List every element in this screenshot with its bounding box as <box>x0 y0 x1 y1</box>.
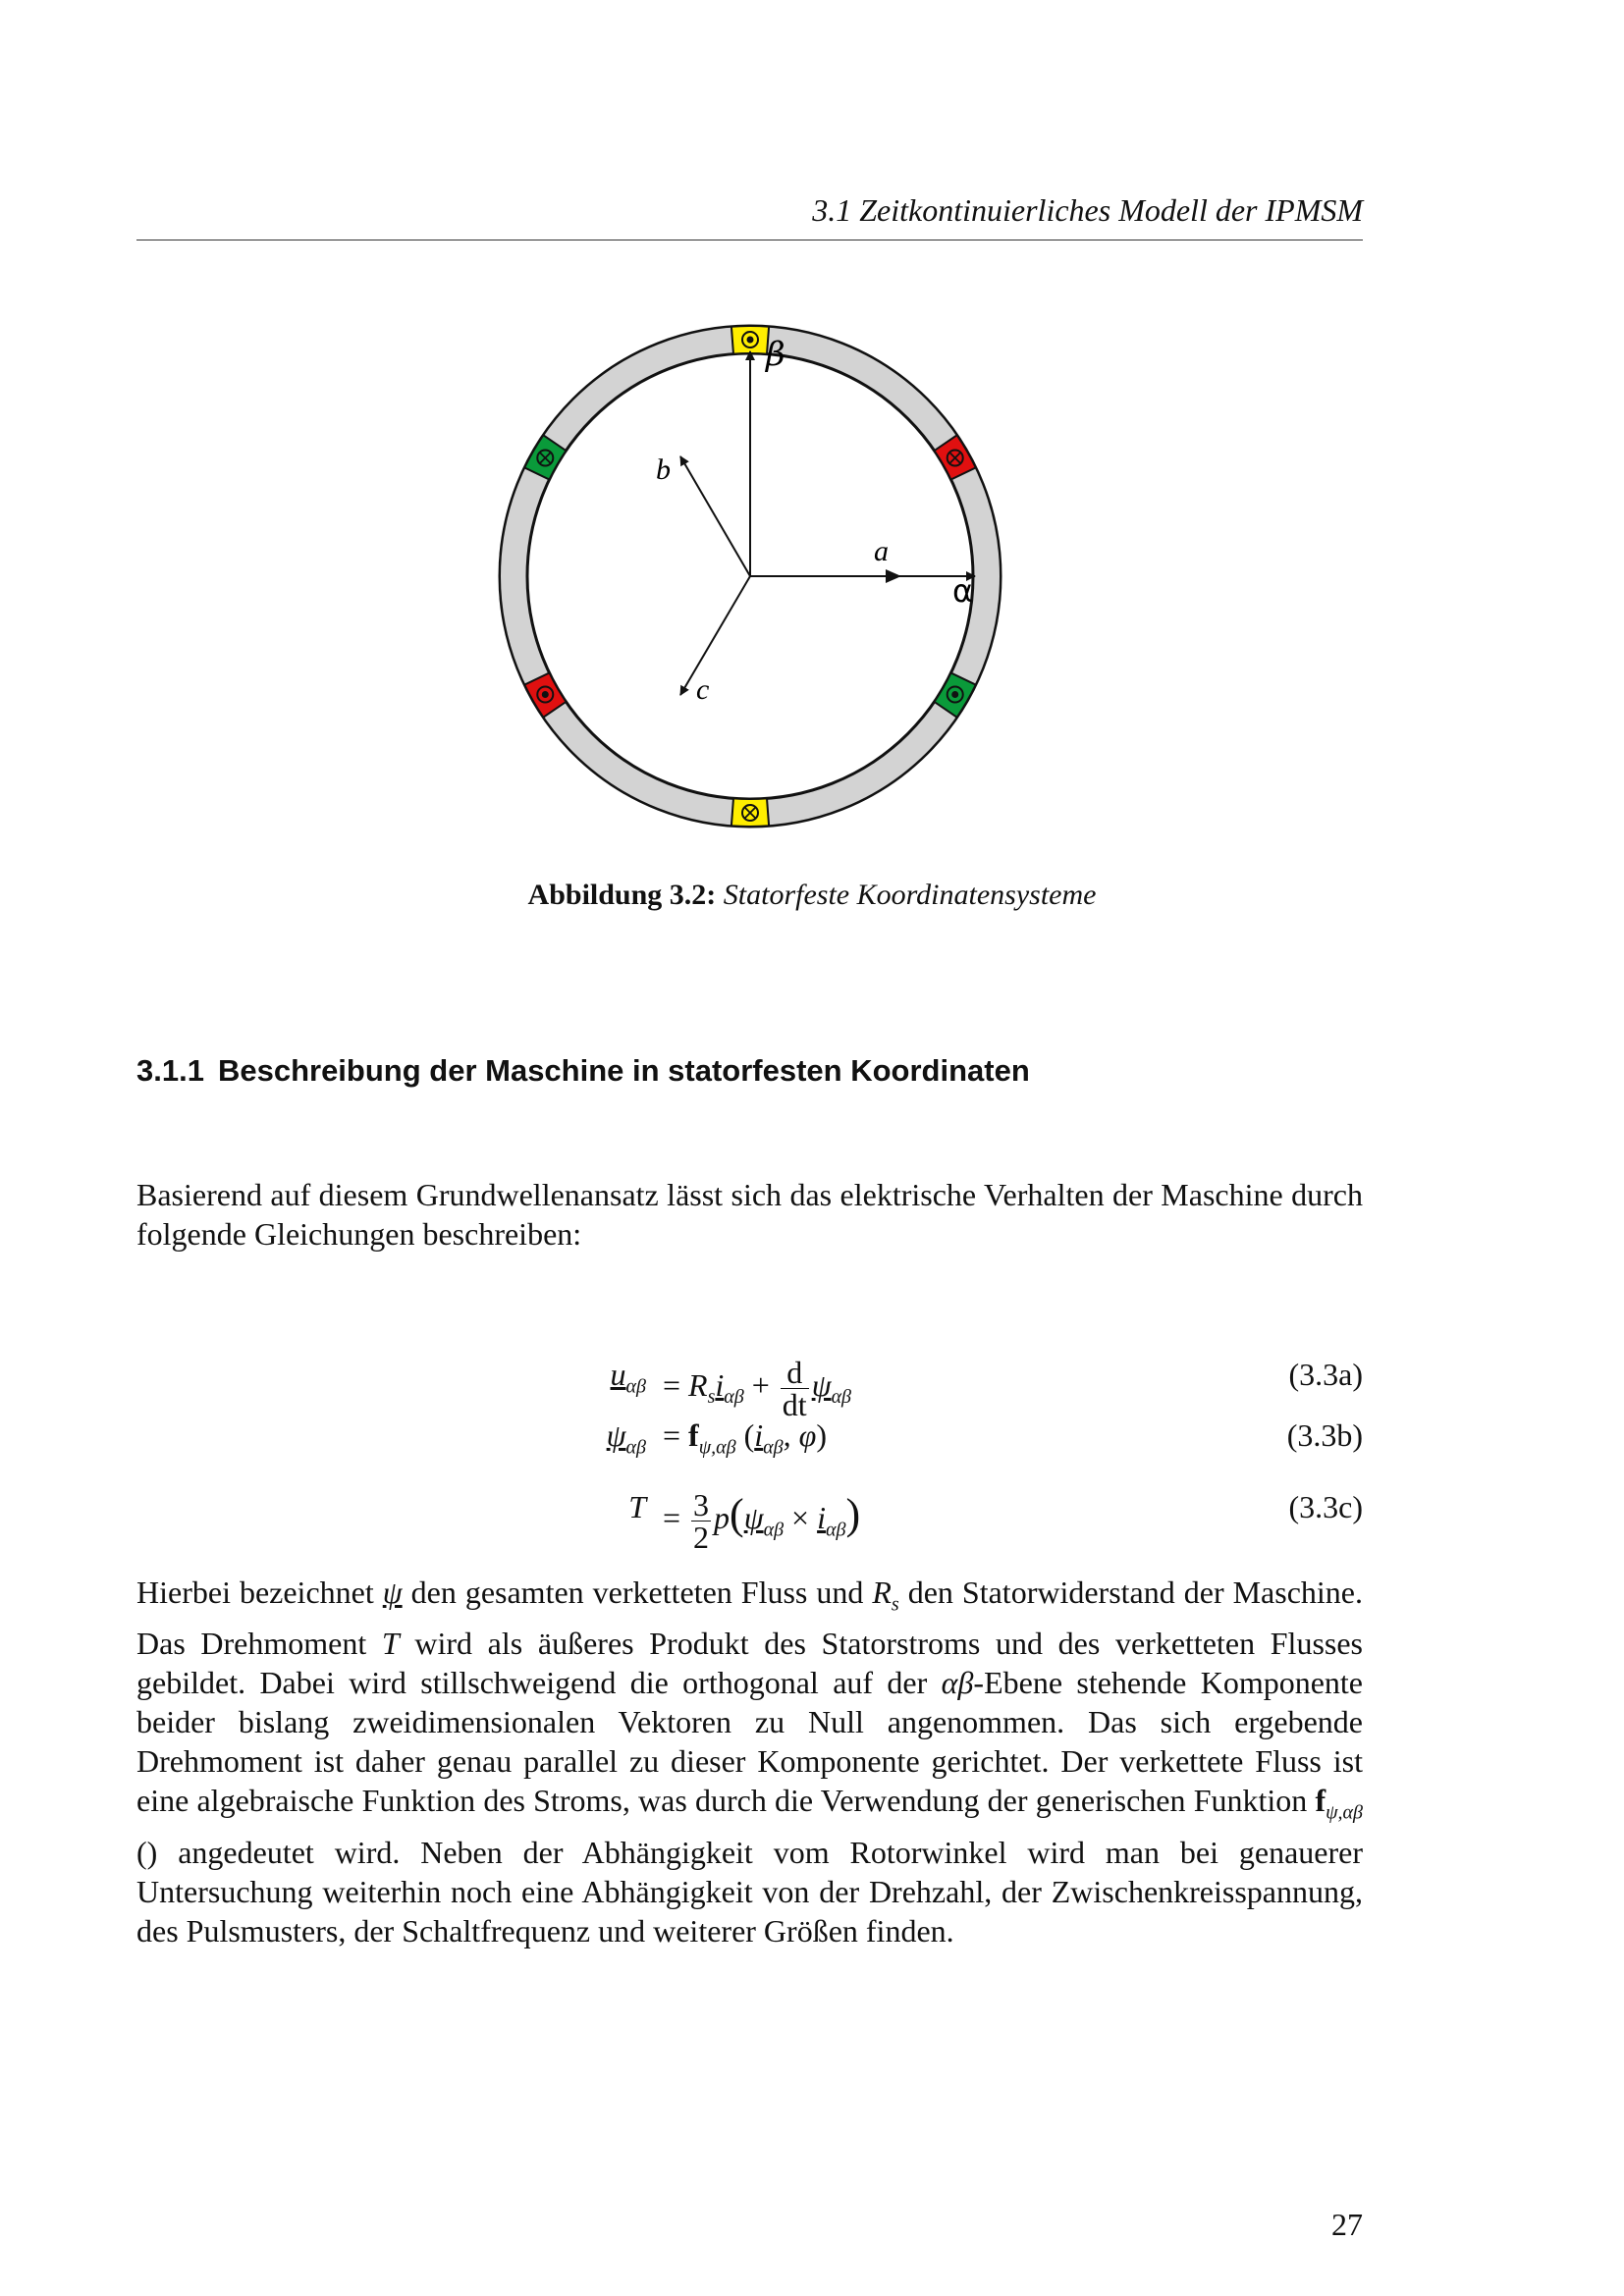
page-number: 27 <box>1331 2207 1363 2242</box>
eq2-tag: (3.3b) <box>1286 1417 1363 1453</box>
eq3-tag: (3.3c) <box>1288 1489 1363 1524</box>
b-axis-arrow <box>680 456 750 576</box>
eq3-lhs: T <box>628 1489 646 1524</box>
section-number: 3.1.1 <box>136 1053 204 1088</box>
caption-text: Statorfeste Koordinatensysteme <box>723 879 1097 911</box>
beta-label: β <box>766 335 785 374</box>
equation-3-3a <box>0 1345 1363 1422</box>
current-dot-icon <box>747 337 754 344</box>
section-title: Beschreibung der Maschine in statorfesten Koordinaten <box>217 1053 1030 1088</box>
eq2-rhs: = $f_{\psi,\alpha\beta}$ ($i_{\alpha\beta}$, φ) <box>663 1417 827 1459</box>
a-axis-arrowhead <box>886 569 901 583</box>
current-dot-icon <box>951 691 958 698</box>
stator-coordinate-figure <box>471 299 1041 869</box>
b-label: b <box>656 454 671 486</box>
section-heading <box>136 1053 1030 1089</box>
eq3-fraction: $\frac{3}{2}$ <box>693 1487 710 1556</box>
caption-label: Abbildung 3.2: <box>527 879 717 911</box>
equation-3-3b <box>0 1406 1363 1465</box>
paragraph-intro: Basierend auf diesem Grundwellenansatz lässt sich das elektrische Verhalten der Maschine durch folgende Gleichungen beschreiben: <box>136 1177 1363 1252</box>
equation-3-3c <box>0 1477 1363 1556</box>
alpha-label: α <box>952 572 974 610</box>
eq2-lhs: $\psi_{\alpha\beta}$ <box>606 1417 646 1459</box>
c-axis-arrow <box>680 576 750 695</box>
eq1-tag: (3.3a) <box>1288 1357 1363 1392</box>
c-label: c <box>696 673 710 706</box>
eq1-fraction: $\frac{d}{dt}$ <box>782 1355 807 1422</box>
figure-caption <box>0 879 1624 912</box>
eq3-rhs: = $\frac{3}{2}$ $p(\psi_{\alpha\beta} \times i_{\alpha\beta})$ <box>663 1487 861 1556</box>
a-label: a <box>874 535 889 567</box>
eq1-lhs: $u_{\alpha\beta}$ <box>610 1357 646 1398</box>
eq1-rhs: = $R_si_{\alpha\beta}$ + $\frac{d}{dt}$ $\psi_{\alpha\beta}$ <box>663 1355 852 1422</box>
current-dot-icon <box>542 691 549 698</box>
running-head: 3.1 Zeitkontinuierliches Modell der IPMSM <box>812 192 1363 228</box>
paragraph-explanation: Hierbei bezeichnet ψ den gesamten verketteten Fluss und $R_s$ den Statorwiderstand der Maschine. Das Drehmoment T wird als äußeres Produkt des Statorstroms und des verketteten Flusses gebildet. Dabei wird stillschweigend die orthogonal auf der αβ-Ebene stehende Komponente beider bislang zweidimensionalen Vektoren zu Null angenommen. Das sich ergebende Drehmoment ist daher genau parallel zu dieser Komponente gerichtet. Der verkettete Fluss ist eine algebraische Funktion des Stroms, was durch die Verwendung der generischen Funktion $f_{\psi,\alpha\beta}$ () angedeutet wird. Neben der Abhängigkeit vom Rotorwinkel wird man bei genauerer Untersuchung weiterhin noch eine Abhängigkeit von der Drehzahl, der Zwischenkreisspannung, des Pulsmusters, der Schaltfrequenz und weiterer Größen finden. <box>136 1575 1364 1949</box>
